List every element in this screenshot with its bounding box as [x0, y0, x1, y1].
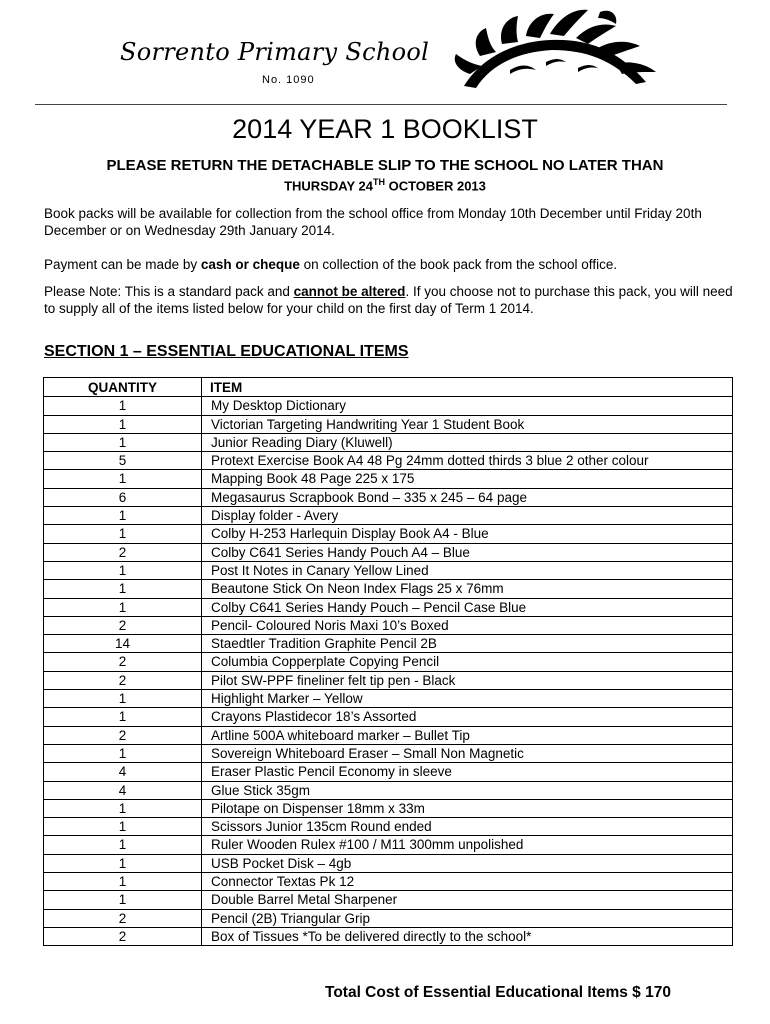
- deadline-day: THURSDAY 24: [284, 178, 373, 194]
- page-title: 2014 YEAR 1 BOOKLIST: [232, 114, 538, 144]
- table-row: [44, 415, 733, 433]
- table-row: [44, 488, 733, 506]
- quantity-cell: 1: [44, 470, 202, 488]
- table-header-row: [44, 378, 733, 397]
- table-row: [44, 397, 733, 415]
- quantity-cell: 1: [44, 799, 202, 817]
- table-row: [44, 854, 733, 872]
- table-row: [44, 433, 733, 451]
- table-row: [44, 580, 733, 598]
- quantity-cell: 1: [44, 507, 202, 525]
- booklist-table: [43, 377, 733, 946]
- quantity-header: QUANTITY: [44, 378, 202, 397]
- item-cell: Pencil- Coloured Noris Maxi 10’s Boxed: [202, 616, 733, 634]
- return-notice: PLEASE RETURN THE DETACHABLE SLIP TO THE SCHOOL NO LATER THAN: [106, 157, 664, 174]
- table-row: [44, 781, 733, 799]
- table-row: [44, 744, 733, 762]
- sun-logo-icon: [450, 4, 660, 90]
- table-row: [44, 671, 733, 689]
- collection-paragraph: Book packs will be available for collection from the school office from Monday 10th December until Friday 20th December or on Wednesday 29th January 2014.: [44, 206, 702, 238]
- table-row: [44, 690, 733, 708]
- quantity-cell: 1: [44, 433, 202, 451]
- item-cell: Eraser Plastic Pencil Economy in sleeve: [202, 763, 733, 781]
- deadline-month-year: OCTOBER 2013: [384, 178, 486, 194]
- note-emphasis: cannot be altered: [293, 284, 406, 299]
- table-row: [44, 763, 733, 781]
- item-cell: Post It Notes in Canary Yellow Lined: [202, 561, 733, 579]
- item-cell: Beautone Stick On Neon Index Flags 25 x 76mm: [202, 580, 733, 598]
- quantity-cell: 14: [44, 635, 202, 653]
- letterhead: [0, 0, 770, 110]
- table-row: [44, 598, 733, 616]
- quantity-cell: 1: [44, 580, 202, 598]
- item-cell: Columbia Copperplate Copying Pencil: [202, 653, 733, 671]
- item-cell: Colby H-253 Harlequin Display Book A4 - Blue: [202, 525, 733, 543]
- quantity-cell: 2: [44, 671, 202, 689]
- payment-paragraph: [44, 256, 734, 273]
- item-header: ITEM: [202, 378, 733, 397]
- school-name: Sorrento Primary School: [120, 38, 430, 66]
- table-row: [44, 543, 733, 561]
- quantity-cell: 2: [44, 616, 202, 634]
- quantity-cell: 1: [44, 854, 202, 872]
- table-row: [44, 635, 733, 653]
- item-cell: Staedtler Tradition Graphite Pencil 2B: [202, 635, 733, 653]
- quantity-cell: 4: [44, 781, 202, 799]
- table-row: [44, 525, 733, 543]
- item-cell: USB Pocket Disk – 4gb: [202, 854, 733, 872]
- item-cell: Junior Reading Diary (Kluwell): [202, 433, 733, 451]
- quantity-cell: 2: [44, 653, 202, 671]
- table-row: [44, 653, 733, 671]
- note-text-end: . If you choose not to purchase this pack, you will need to supply all of the items listed below for your child on the first day of Term 1: [44, 284, 733, 316]
- quantity-cell: 2: [44, 927, 202, 945]
- payment-text-end: on collection of the book pack from the school office.: [299, 257, 618, 272]
- item-cell: Victorian Targeting Handwriting Year 1 Student Book: [202, 415, 733, 433]
- item-cell: Pilot SW-PPF fineliner felt tip pen - Black: [202, 671, 733, 689]
- quantity-cell: 1: [44, 690, 202, 708]
- table-row: [44, 891, 733, 909]
- note-text-start: Please Note: This is a standard pack and: [44, 284, 294, 299]
- quantity-cell: 1: [44, 415, 202, 433]
- note-paragraph: [44, 283, 734, 317]
- quantity-cell: 2: [44, 909, 202, 927]
- table-row: [44, 507, 733, 525]
- quantity-cell: 1: [44, 836, 202, 854]
- quantity-cell: 6: [44, 488, 202, 506]
- note-year: [500, 301, 534, 316]
- item-cell: Megasaurus Scrapbook Bond – 335 x 245 – 64 page: [202, 488, 733, 506]
- payment-methods: cash or cheque: [200, 257, 300, 272]
- table-row: [44, 561, 733, 579]
- table-row: [44, 452, 733, 470]
- table-row: [44, 818, 733, 836]
- item-cell: Sovereign Whiteboard Eraser – Small Non Magnetic: [202, 744, 733, 762]
- header-divider: [35, 104, 727, 105]
- quantity-cell: 1: [44, 397, 202, 415]
- quantity-cell: 1: [44, 708, 202, 726]
- quantity-cell: 2: [44, 726, 202, 744]
- item-cell: Ruler Wooden Rulex #100 / M11 300mm unpolished: [202, 836, 733, 854]
- quantity-cell: 1: [44, 598, 202, 616]
- table-row: [44, 616, 733, 634]
- item-cell: Pencil (2B) Triangular Grip: [202, 909, 733, 927]
- item-cell: Display folder - Avery: [202, 507, 733, 525]
- note-year-text: 2014.: [499, 301, 534, 316]
- quantity-cell: 1: [44, 744, 202, 762]
- quantity-cell: 1: [44, 561, 202, 579]
- item-cell: Box of Tissues *To be delivered directly to the school*: [202, 927, 733, 945]
- quantity-cell: 1: [44, 891, 202, 909]
- quantity-cell: 1: [44, 818, 202, 836]
- item-cell: Protext Exercise Book A4 48 Pg 24mm dotted thirds 3 blue 2 other colour: [202, 452, 733, 470]
- table-row: [44, 708, 733, 726]
- quantity-cell: 1: [44, 525, 202, 543]
- table-row: [44, 799, 733, 817]
- item-cell: Crayons Plastidecor 18’s Assorted: [202, 708, 733, 726]
- item-cell: Double Barrel Metal Sharpener: [202, 891, 733, 909]
- quantity-cell: 2: [44, 543, 202, 561]
- item-cell: Highlight Marker – Yellow: [202, 690, 733, 708]
- item-cell: Scissors Junior 135cm Round ended: [202, 818, 733, 836]
- item-cell: Colby C641 Series Handy Pouch – Pencil Case Blue: [202, 598, 733, 616]
- table-row: [44, 909, 733, 927]
- total-cost: Total Cost of Essential Educational Items $ 170: [325, 984, 671, 1001]
- quantity-cell: 5: [44, 452, 202, 470]
- item-cell: Glue Stick 35gm: [202, 781, 733, 799]
- item-cell: Artline 500A whiteboard marker – Bullet Tip: [202, 726, 733, 744]
- deadline-ordinal: TH: [372, 177, 385, 187]
- quantity-cell: 1: [44, 873, 202, 891]
- payment-text-start: Payment can be made by: [44, 257, 201, 272]
- table-row: [44, 873, 733, 891]
- return-deadline: [0, 177, 770, 193]
- school-number: No. 1090: [262, 74, 315, 86]
- item-cell: Connector Textas Pk 12: [202, 873, 733, 891]
- table-row: [44, 470, 733, 488]
- section-heading: SECTION 1 – ESSENTIAL EDUCATIONAL ITEMS: [44, 343, 409, 360]
- item-cell: Pilotape on Dispenser 18mm x 33m: [202, 799, 733, 817]
- table-row: [44, 836, 733, 854]
- item-cell: My Desktop Dictionary: [202, 397, 733, 415]
- table-row: [44, 726, 733, 744]
- item-cell: Colby C641 Series Handy Pouch A4 – Blue: [202, 543, 733, 561]
- quantity-cell: 4: [44, 763, 202, 781]
- table-row: [44, 927, 733, 945]
- item-cell: Mapping Book 48 Page 225 x 175: [202, 470, 733, 488]
